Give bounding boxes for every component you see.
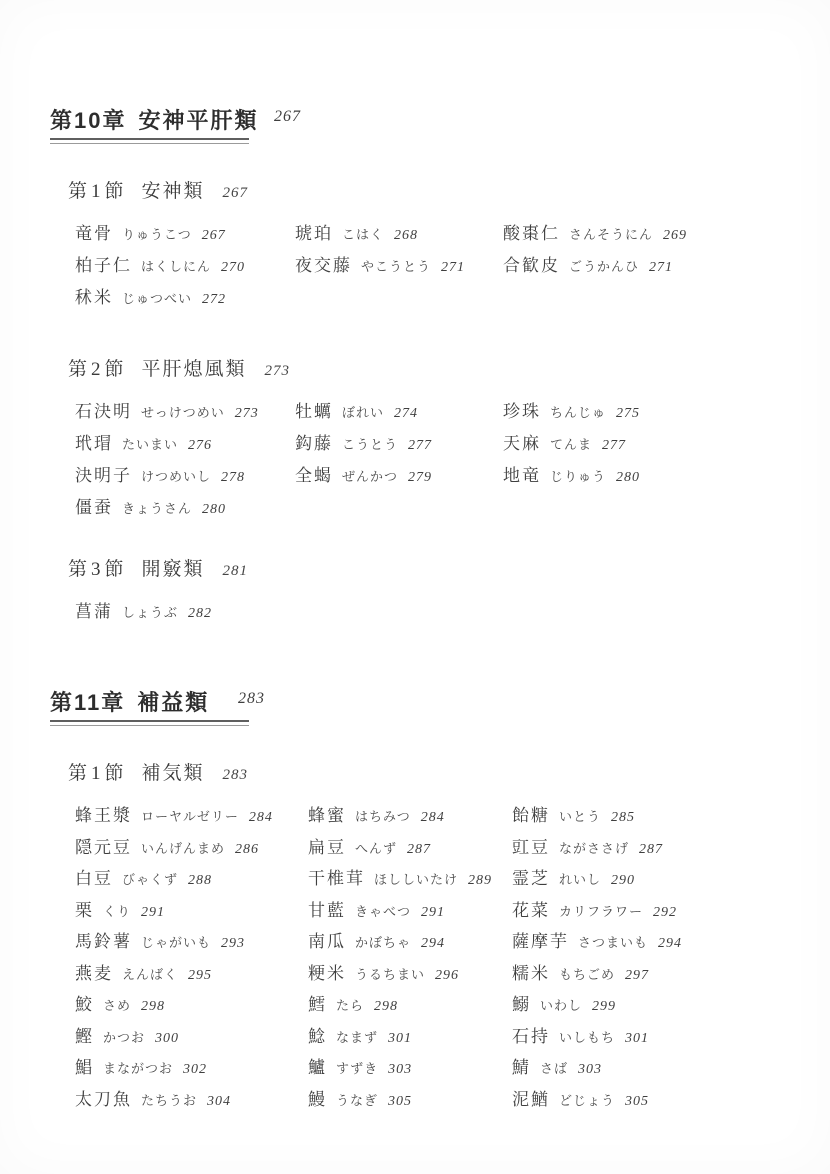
entry-page-number: 282 <box>188 606 213 621</box>
entry-page-number: 286 <box>235 841 260 857</box>
entry-page-number: 293 <box>221 936 246 951</box>
entry-kanji: 鱈 <box>308 995 327 1014</box>
entry-kanji: 秫米 <box>75 288 113 307</box>
entry-page-number: 303 <box>578 1062 603 1077</box>
section-heading <box>68 554 503 581</box>
entry-page-number: 277 <box>602 438 627 453</box>
toc-entry <box>308 1053 512 1078</box>
entry-kanji: 鈎藤 <box>295 434 333 453</box>
toc-entry <box>295 251 503 276</box>
entry-kanji: 全蝎 <box>295 466 333 485</box>
section-block <box>68 354 640 525</box>
toc-entry <box>512 959 682 984</box>
entry-kana: きゃべつ <box>355 903 412 919</box>
entry-kanji: 鱸 <box>308 1058 327 1077</box>
entry-kanji: 石持 <box>512 1026 550 1046</box>
toc-entry <box>308 833 512 858</box>
toc-row <box>75 1053 682 1085</box>
entry-kanji: 薩摩芋 <box>512 932 569 951</box>
entry-kanji: 牡蠣 <box>295 402 333 421</box>
section-heading <box>68 354 640 381</box>
entry-kana: やこうとう <box>361 259 432 274</box>
entry-page-number: 304 <box>207 1093 232 1109</box>
toc-entry <box>503 429 640 454</box>
entry-kana: いしもち <box>559 1029 616 1045</box>
chapter-page-number: 283 <box>238 690 265 707</box>
entry-kanji: 糯米 <box>512 963 550 983</box>
section-page-number: 283 <box>222 767 249 783</box>
toc-entry <box>512 927 682 952</box>
entry-kana: ぼれい <box>342 405 385 420</box>
section-name: 安神類 <box>141 181 205 202</box>
toc-row <box>75 927 682 959</box>
entry-kana: さつまいも <box>578 935 649 950</box>
entry-page-number: 297 <box>625 967 650 983</box>
entry-kana: へんず <box>355 840 398 856</box>
toc-entry <box>75 990 308 1015</box>
entry-kana: はちみつ <box>355 809 411 824</box>
entry-kanji: 太刀魚 <box>75 1089 132 1109</box>
toc-entry <box>308 990 512 1015</box>
entry-kanji: 鮫 <box>75 995 94 1014</box>
chapter-number: 第11章 <box>50 690 126 715</box>
entry-kanji: 鰯 <box>512 995 531 1014</box>
entry-kana: いんげんまめ <box>141 840 226 856</box>
entry-page-number: 300 <box>155 1030 180 1046</box>
toc-entry <box>295 219 503 244</box>
entry-kanji: 菖蒲 <box>75 602 113 621</box>
toc-entry <box>512 833 682 858</box>
entry-kanji: 竜骨 <box>75 224 113 243</box>
entry-page-number: 269 <box>663 228 688 243</box>
section-number: 第1節 <box>68 763 128 784</box>
entry-kanji: 鯖 <box>512 1058 531 1077</box>
toc-entry <box>75 801 308 826</box>
entry-page-number: 303 <box>388 1062 413 1077</box>
entry-kanji: 鰹 <box>75 1026 94 1046</box>
entry-kanji: 南瓜 <box>308 932 346 951</box>
entry-kanji: 扁豆 <box>308 837 346 857</box>
entry-kana: いとう <box>559 809 602 824</box>
entry-page-number: 280 <box>616 470 641 485</box>
toc-entry <box>308 927 512 952</box>
entry-page-number: 276 <box>188 438 213 453</box>
chapter-title <box>50 690 209 715</box>
entry-kana: なまず <box>336 1029 379 1045</box>
toc-row <box>75 990 682 1022</box>
entry-kana: きょうさん <box>122 501 193 516</box>
toc-entry <box>512 1085 682 1110</box>
toc-entry <box>75 283 295 308</box>
chapter-number: 第10章 <box>50 108 127 133</box>
section-name: 平肝熄風類 <box>141 359 247 380</box>
entry-kana: カリフラワー <box>559 903 644 919</box>
entry-page-number: 284 <box>420 810 445 825</box>
toc-row <box>75 397 640 429</box>
toc-entry <box>512 990 682 1015</box>
section-heading <box>68 176 687 203</box>
entry-kanji: 珍珠 <box>503 402 541 421</box>
entry-kana: ほししいたけ <box>374 872 459 887</box>
section-page-number: 281 <box>222 563 249 579</box>
entry-kanji: 鯧 <box>75 1058 94 1077</box>
entry-kanji: 合歓皮 <box>503 256 560 275</box>
entry-page-number: 271 <box>649 260 674 275</box>
section-name: 補気類 <box>141 763 205 784</box>
entry-page-number: 298 <box>141 999 166 1014</box>
entry-page-number: 294 <box>421 936 446 951</box>
entry-page-number: 290 <box>611 873 636 888</box>
entry-kana: しょうぶ <box>122 605 179 620</box>
toc-entry <box>512 1022 682 1047</box>
entry-kana: かつお <box>103 1029 146 1045</box>
section-number: 第2節 <box>68 359 128 380</box>
entry-page-number: 292 <box>653 904 678 920</box>
toc-entry <box>75 1022 308 1047</box>
toc-entry <box>503 219 687 244</box>
entry-kana: まながつお <box>103 1061 174 1076</box>
entry-kanji: 豇豆 <box>512 837 550 857</box>
section-rows <box>75 219 687 315</box>
entry-kana: さめ <box>103 998 132 1013</box>
chapter-name: 補益類 <box>137 690 210 715</box>
section-block <box>68 176 687 315</box>
toc-entry <box>75 397 295 422</box>
entry-kana: ながささげ <box>559 840 630 856</box>
section-heading <box>68 758 682 785</box>
entry-page-number: 279 <box>408 470 433 485</box>
toc-row <box>75 1022 682 1054</box>
toc-entry <box>295 397 503 422</box>
chapter-title <box>50 108 259 133</box>
entry-kanji: 馬鈴薯 <box>75 932 132 951</box>
chapter-heading <box>50 686 265 726</box>
chapter-page-number: 267 <box>274 108 301 125</box>
entry-kana: さんそうにん <box>569 227 654 242</box>
entry-page-number: 267 <box>201 228 226 243</box>
toc-entry <box>75 896 308 921</box>
entry-kanji: 決明子 <box>75 466 132 485</box>
toc-entry <box>75 959 308 984</box>
entry-kanji: 玳瑁 <box>75 434 113 453</box>
entry-page-number: 289 <box>468 873 493 888</box>
entry-page-number: 299 <box>592 999 617 1014</box>
section-rows <box>75 801 682 1116</box>
entry-kana: いわし <box>540 998 583 1013</box>
toc-entry <box>308 959 512 984</box>
toc-entry <box>308 1022 512 1047</box>
chapter-underline <box>50 720 249 726</box>
entry-kanji: 粳米 <box>308 963 346 983</box>
toc-entry <box>512 1053 682 1078</box>
entry-kanji: 僵蚕 <box>75 498 113 517</box>
toc-entry <box>512 801 682 826</box>
entry-kanji: 燕麦 <box>75 963 113 983</box>
entry-kana: ローヤルゼリー <box>141 809 239 824</box>
entry-page-number: 301 <box>388 1030 413 1046</box>
entry-page-number: 294 <box>658 936 683 951</box>
entry-page-number: 272 <box>202 292 227 307</box>
entry-kana: じゅつべい <box>122 291 193 306</box>
entry-kana: たちうお <box>141 1092 198 1108</box>
entry-kana: せっけつめい <box>141 405 225 420</box>
entry-page-number: 280 <box>202 502 227 517</box>
entry-kanji: 花菜 <box>512 900 550 920</box>
entry-kana: かぼちゃ <box>355 935 412 950</box>
section-number: 第1節 <box>68 181 128 202</box>
entry-kana: てんま <box>550 437 593 452</box>
toc-row <box>75 429 640 461</box>
toc-row <box>75 896 682 928</box>
entry-kanji: 琥珀 <box>295 224 333 243</box>
entry-page-number: 268 <box>394 228 419 243</box>
toc-row <box>75 219 687 251</box>
toc-row <box>75 801 682 833</box>
entry-kana: ぜんかつ <box>342 469 399 484</box>
entry-page-number: 270 <box>221 260 246 275</box>
toc-entry <box>308 801 512 826</box>
entry-kanji: 栗 <box>75 900 94 920</box>
entry-page-number: 298 <box>374 999 399 1014</box>
toc-row <box>75 597 503 629</box>
toc-entry <box>75 1085 308 1110</box>
toc-entry <box>503 251 687 276</box>
toc-entry <box>75 1053 308 1078</box>
entry-page-number: 278 <box>221 470 246 485</box>
chapter-heading <box>50 104 301 144</box>
entry-kana: びゃくず <box>122 872 179 887</box>
entry-kana: さば <box>540 1061 569 1076</box>
chapter-underline <box>50 138 249 144</box>
entry-page-number: 291 <box>141 904 166 920</box>
entry-kana: はくしにん <box>141 259 212 274</box>
section-rows <box>75 397 640 525</box>
entry-kana: りゅうこつ <box>122 227 192 242</box>
entry-page-number: 302 <box>183 1062 208 1077</box>
toc-row <box>75 461 640 493</box>
entry-kana: うなぎ <box>336 1092 379 1108</box>
entry-kana: すずき <box>336 1061 379 1076</box>
section-rows <box>75 597 503 629</box>
entry-kanji: 天麻 <box>503 434 541 453</box>
entry-kanji: 甘藍 <box>308 900 346 920</box>
chapter-name: 安神平肝類 <box>138 108 259 133</box>
entry-kanji: 飴糖 <box>512 806 550 825</box>
entry-page-number: 277 <box>408 438 433 453</box>
entry-kanji: 蜂王漿 <box>75 806 132 825</box>
entry-kanji: 酸棗仁 <box>503 224 560 243</box>
entry-page-number: 296 <box>435 967 460 983</box>
entry-kanji: 泥鰌 <box>512 1089 550 1109</box>
toc-entry <box>512 864 682 889</box>
toc-row <box>75 493 640 525</box>
entry-page-number: 305 <box>625 1093 650 1109</box>
entry-kanji: 鰻 <box>308 1089 327 1109</box>
section-page-number: 267 <box>222 185 249 201</box>
entry-kanji: 石決明 <box>75 402 132 421</box>
toc-entry <box>295 429 503 454</box>
toc-row <box>75 1085 682 1117</box>
entry-kana: どじょう <box>559 1092 616 1108</box>
toc-row <box>75 959 682 991</box>
entry-kanji: 鯰 <box>308 1026 327 1046</box>
entry-page-number: 284 <box>248 810 273 825</box>
entry-kana: もちごめ <box>559 966 616 982</box>
entry-kanji: 隠元豆 <box>75 837 132 857</box>
entry-kana: ちんじゅ <box>550 405 607 420</box>
toc-entry <box>75 833 308 858</box>
entry-kana: けつめいし <box>141 469 212 484</box>
entry-kana: れいし <box>559 872 602 887</box>
entry-kana: こうとう <box>342 437 399 452</box>
entry-page-number: 305 <box>388 1093 413 1109</box>
entry-page-number: 295 <box>188 967 213 983</box>
toc-entry <box>75 219 295 244</box>
entry-kanji: 柏子仁 <box>75 256 132 275</box>
toc-entry <box>75 461 295 486</box>
entry-kana: ごうかんひ <box>569 259 640 274</box>
entry-page-number: 301 <box>625 1030 650 1046</box>
entry-kana: くり <box>103 903 132 919</box>
toc-row <box>75 864 682 896</box>
entry-kana: うるちまい <box>355 966 426 982</box>
entry-kanji: 白豆 <box>75 869 113 888</box>
toc-entry <box>512 896 682 921</box>
entry-kanji: 蜂蜜 <box>308 806 346 825</box>
toc-entry <box>75 493 295 518</box>
toc-entry <box>75 429 295 454</box>
entry-kana: たら <box>336 998 365 1013</box>
entry-kana: たいまい <box>122 437 179 452</box>
section-number: 第3節 <box>68 559 128 580</box>
section-page-number: 273 <box>264 363 291 379</box>
entry-kanji: 霊芝 <box>512 869 550 888</box>
section-block <box>68 758 682 1116</box>
toc-entry <box>295 461 503 486</box>
entry-kanji: 干椎茸 <box>308 869 365 888</box>
entry-page-number: 275 <box>616 406 641 421</box>
toc-row <box>75 833 682 865</box>
entry-kana: じゃがいも <box>141 935 212 950</box>
toc-entry <box>75 927 308 952</box>
entry-page-number: 287 <box>639 841 664 857</box>
toc-row <box>75 251 687 283</box>
entry-kanji: 地竜 <box>503 466 541 485</box>
entry-page-number: 273 <box>234 406 259 421</box>
toc-entry <box>503 397 640 422</box>
entry-page-number: 274 <box>394 406 419 421</box>
section-block <box>68 554 503 629</box>
entry-kanji: 夜交藤 <box>295 256 352 275</box>
entry-page-number: 285 <box>611 810 636 825</box>
entry-kana: じりゅう <box>550 469 607 484</box>
entry-page-number: 271 <box>441 260 466 275</box>
toc-entry <box>308 896 512 921</box>
entry-page-number: 287 <box>407 841 432 857</box>
entry-kana: えんばく <box>122 966 179 982</box>
toc-entry <box>75 597 295 622</box>
entry-page-number: 291 <box>421 904 446 920</box>
section-name: 開竅類 <box>141 559 205 580</box>
toc-entry <box>308 864 512 889</box>
toc-entry <box>503 461 640 486</box>
toc-entry <box>75 251 295 276</box>
toc-entry <box>75 864 308 889</box>
toc-entry <box>308 1085 512 1110</box>
entry-page-number: 288 <box>188 873 213 888</box>
entry-kana: こはく <box>342 227 385 242</box>
toc-row <box>75 283 687 315</box>
